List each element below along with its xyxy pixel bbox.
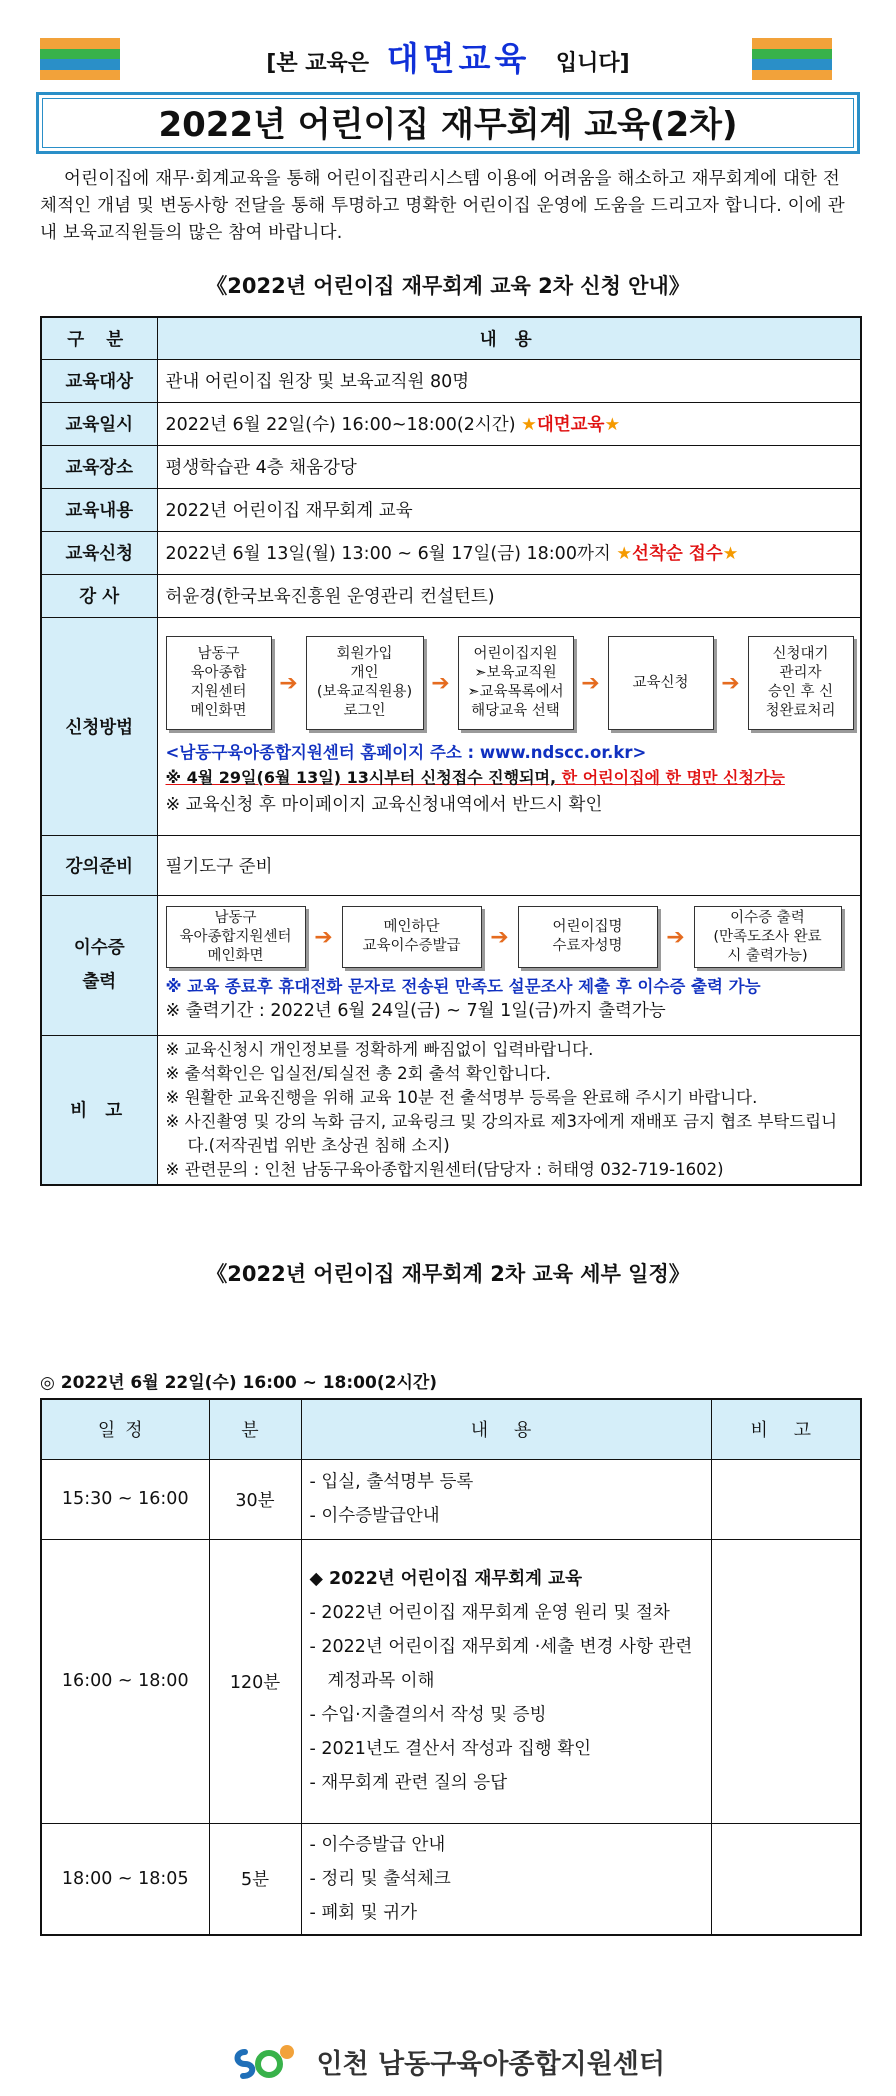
- row-datetime: [41, 402, 861, 445]
- schedule-time: 15:30 ~ 16:00: [41, 1459, 209, 1539]
- remark-line: ※ 원활한 교육진행을 위해 교육 10분 전 출석명부 등록을 완료해 주시기 바랍니다.: [165, 1087, 758, 1107]
- method-cell: [157, 617, 861, 835]
- schedule-content: [301, 1823, 711, 1935]
- row-remarks: [41, 1035, 861, 1185]
- flow-step: 이수증 출력 (만족도조사 완료 시 출력가능): [694, 906, 842, 968]
- header-content: 내 용: [301, 1399, 711, 1459]
- row-method: [41, 617, 861, 835]
- cert-period: ※ 출력기간 : 2022년 6월 24일(금) ~ 7월 1일(금)까지 출력가능: [165, 1001, 666, 1021]
- row-value: 2022년 어린이집 재무회계 교육: [157, 488, 861, 531]
- row-label-line: 출력: [82, 972, 117, 992]
- apply-check-notice: ※ 교육신청 후 마이페이지 교육신청내역에서 반드시 확인: [165, 795, 603, 815]
- flow-step: 남동구 육아종합 지원센터 메인화면: [166, 636, 272, 730]
- schedule-item: - 이수증발급안내: [309, 1506, 440, 1526]
- row-label: 강의준비: [41, 835, 157, 895]
- apply-notice-text: ※ 4월 29일(6월 13일) 13시부터 신청접수 진행되며,: [165, 768, 557, 787]
- apply-notice: [166, 765, 855, 790]
- row-apply: [41, 531, 861, 574]
- schedule-item: - 재무회계 관련 질의 응답: [309, 1773, 508, 1793]
- schedule-minutes: 30분: [209, 1459, 301, 1539]
- row-label: 비 고: [41, 1035, 157, 1185]
- row-target: [41, 359, 861, 402]
- banner-highlight: 대면교육: [386, 39, 531, 78]
- footer-org-name: 인천 남동구육아종합지원센터: [316, 2049, 665, 2080]
- schedule-item: - 2022년 어린이집 재무회계 운영 원리 및 절차: [309, 1603, 670, 1623]
- arrow-right-icon: ➔: [490, 924, 509, 950]
- schedule-item-heading: ◆ 2022년 어린이집 재무회계 교육: [309, 1569, 582, 1589]
- row-label: 교육신청: [41, 531, 157, 574]
- header-category: 구 분: [41, 317, 157, 359]
- flow-step: 어린이집지원 ➣보육교직원 ➣교육목록에서 해당교육 선택: [458, 636, 574, 730]
- row-place: [41, 445, 861, 488]
- row-label: 신청방법: [41, 617, 157, 835]
- cert-flow: [166, 906, 855, 968]
- header-minutes: 분: [209, 1399, 301, 1459]
- remark-line: ※ 사진촬영 및 강의 녹화 금지, 교육링크 및 강의자료 제3자에게 재배포 금지 협조 부탁드립니다.(저작권법 위반 초상권 침해 소지): [165, 1111, 838, 1155]
- row-content: [41, 488, 861, 531]
- schedule-content: [301, 1539, 711, 1823]
- row-value-cell: [157, 531, 861, 574]
- row-value: 관내 어린이집 원장 및 보육교직원 80명: [157, 359, 861, 402]
- face-to-face-badge: 대면교육: [536, 415, 605, 435]
- schedule-item: - 입실, 출석명부 등록: [309, 1472, 474, 1492]
- row-value-cell: [157, 402, 861, 445]
- banner-prefix: [본 교육은: [266, 51, 370, 76]
- remark-line: ※ 출석확인은 입실전/퇴실전 총 2회 출석 확인합니다.: [165, 1063, 551, 1083]
- arrow-right-icon: ➔: [666, 924, 685, 950]
- arrow-right-icon: ➔: [279, 670, 298, 696]
- schedule-remarks: [711, 1823, 861, 1935]
- header-remarks: 비 고: [711, 1399, 861, 1459]
- homepage-link[interactable]: <남동구육아종합지원센터 홈페이지 주소 : www.ndscc.or.kr>: [165, 743, 647, 762]
- row-value: 2022년 6월 13일(월) 13:00 ~ 6월 17일(금) 18:00까지: [165, 544, 611, 564]
- row-label-line: 이수증: [73, 938, 125, 958]
- title-box: [36, 92, 860, 154]
- row-lecturer: [41, 574, 861, 617]
- apply-table-header: [41, 317, 861, 359]
- center-logo-icon: [231, 2040, 297, 2091]
- schedule-row: [41, 1823, 861, 1935]
- schedule-item: - 이수증발급 안내: [309, 1834, 446, 1855]
- row-value: 필기도구 준비: [157, 835, 861, 895]
- top-banner: [0, 38, 896, 85]
- row-prep: [41, 835, 861, 895]
- star-icon: ★: [604, 415, 621, 435]
- schedule-item: - 정리 및 출석체크: [309, 1868, 451, 1889]
- schedule-item: - 2022년 어린이집 재무회계 ·세출 변경 사항 관련 계정과목 이해: [309, 1637, 693, 1691]
- banner-suffix: 입니다]: [555, 51, 630, 76]
- first-come-badge: 선착순 접수: [632, 544, 723, 564]
- flow-step: 남동구 육아종합지원센터 메인화면: [166, 906, 306, 968]
- schedule-item: - 수입·지출결의서 작성 및 증빙: [309, 1705, 547, 1725]
- arrow-right-icon: ➔: [721, 670, 740, 696]
- schedule-section-title: 《2022년 어린이집 재무회계 2차 교육 세부 일정》: [206, 1262, 690, 1286]
- row-label: [41, 895, 157, 1035]
- remark-line: ※ 관련문의 : 인천 남동구육아종합지원센터(담당자 : 허태영 032-719-1602): [165, 1159, 724, 1179]
- schedule-item: - 2021년도 결산서 작성과 집행 확인: [309, 1739, 592, 1759]
- schedule-header: [41, 1399, 861, 1459]
- row-value: 평생학습관 4층 채움강당: [157, 445, 861, 488]
- remarks-cell: [157, 1035, 861, 1185]
- star-icon: ★: [616, 544, 633, 564]
- schedule-row: [41, 1539, 861, 1823]
- star-icon: ★: [722, 544, 739, 564]
- row-label: 강 사: [41, 574, 157, 617]
- flow-step: 어린이집명 수료자성명: [518, 906, 658, 968]
- schedule-row: [41, 1459, 861, 1539]
- row-label: 교육내용: [41, 488, 157, 531]
- schedule-time: 18:00 ~ 18:05: [41, 1823, 209, 1935]
- cert-cell: [157, 895, 861, 1035]
- flow-step: 교육신청: [608, 636, 714, 730]
- schedule-content: [301, 1459, 711, 1539]
- schedule-date: ◎ 2022년 6월 22일(수) 16:00 ~ 18:00(2시간): [40, 1373, 438, 1393]
- cert-notice: ※ 교육 종료후 휴대전화 문자로 전송된 만족도 설문조사 제출 후 이수증 출력 가능: [165, 977, 761, 996]
- schedule-time: 16:00 ~ 18:00: [41, 1539, 209, 1823]
- arrow-right-icon: ➔: [431, 670, 450, 696]
- apply-table: [40, 316, 862, 1186]
- method-flow: [166, 636, 855, 730]
- arrow-right-icon: ➔: [314, 924, 333, 950]
- row-cert: [41, 895, 861, 1035]
- header-time: 일정: [41, 1399, 209, 1459]
- schedule-remarks: [711, 1459, 861, 1539]
- flow-step: 회원가입 개인 (보육교직원용) 로그인: [306, 636, 424, 730]
- flow-step: 신청대기 관리자 승인 후 신 청완료처리: [748, 636, 854, 730]
- header-content: 내 용: [157, 317, 861, 359]
- page-title: 2022년 어린이집 재무회계 교육(2차): [42, 98, 854, 148]
- apply-notice-highlight: 한 어린이집에 한 명만 신청가능: [561, 768, 785, 787]
- schedule-minutes: 5분: [209, 1823, 301, 1935]
- schedule-item: - 폐회 및 귀가: [309, 1902, 418, 1923]
- footer: [0, 2040, 896, 2091]
- flow-step: 메인하단 교육이수증발급: [342, 906, 482, 968]
- star-icon: ★: [521, 415, 537, 435]
- apply-section-title: 《2022년 어린이집 재무회계 교육 2차 신청 안내》: [206, 274, 690, 298]
- schedule-minutes: 120분: [209, 1539, 301, 1823]
- row-value: 허윤경(한국보육진흥원 운영관리 컨설턴트): [157, 574, 861, 617]
- remark-line: ※ 교육신청시 개인정보를 정확하게 빠짐없이 입력바랍니다.: [165, 1039, 594, 1059]
- schedule-remarks: [711, 1539, 861, 1823]
- row-label: 교육장소: [41, 445, 157, 488]
- schedule-table: [40, 1398, 862, 1936]
- row-label: 교육일시: [41, 402, 157, 445]
- intro-paragraph: 어린이집에 재무·회계교육을 통해 어린이집관리시스템 이용에 어려움을 해소하고 재무회계에 대한 전체적인 개념 및 변동사항 전달을 통해 투명하고 명확한 어린이집 운영에 도움을 드리고자 합니다. 이에 관내 보육교직원들의 많은 참여 바랍니다.: [40, 169, 845, 243]
- row-label: 교육대상: [41, 359, 157, 402]
- arrow-right-icon: ➔: [581, 670, 600, 696]
- row-value: 2022년 6월 22일(수) 16:00~18:00(2시간): [165, 415, 516, 435]
